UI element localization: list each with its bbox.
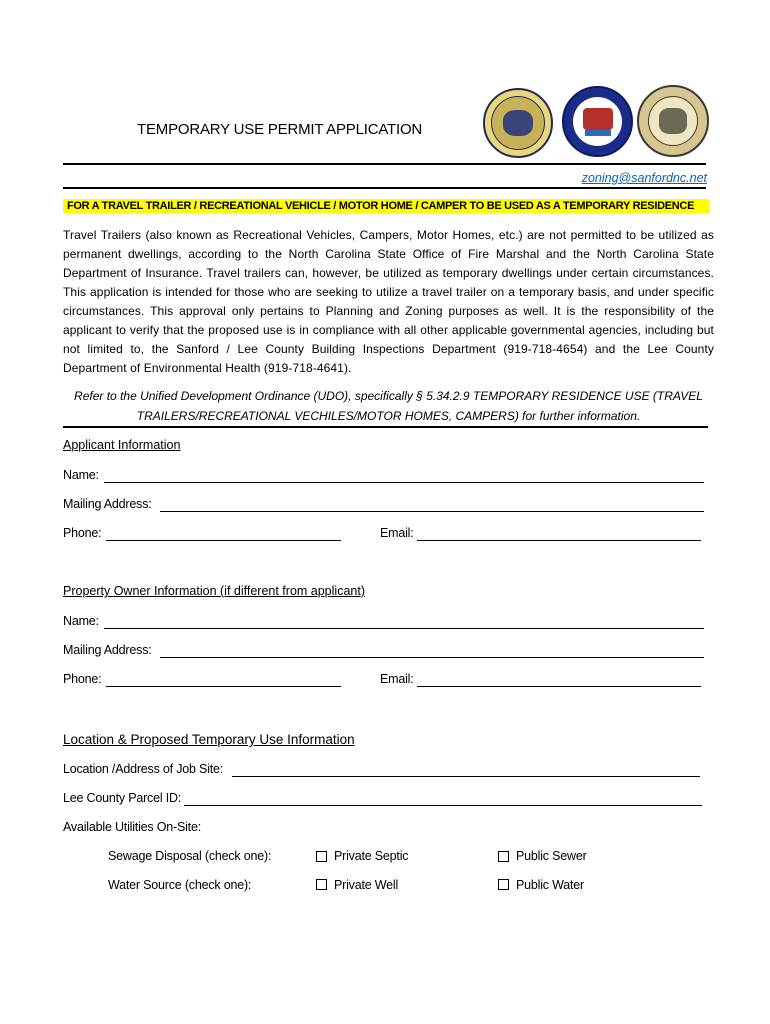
udo-reference-note: Refer to the Unified Development Ordinance (UDO), specifically § 5.34.2.9 TEMPORARY RESIDENCE USE (TRAVEL TRAILERS/RECREATIONAL VECHILES/MOTOR HOMES, CAMPERS) for further information. [74, 389, 703, 423]
sanford-seal [483, 88, 553, 158]
owner-name-field[interactable] [104, 628, 704, 629]
parcel-id-field[interactable] [184, 805, 702, 806]
private-septic-label: Private Septic [334, 849, 409, 863]
zoning-email-link[interactable]: zoning@sanfordnc.net [581, 171, 707, 185]
public-sewer-label: Public Sewer [516, 849, 587, 863]
lee-county-seal [562, 86, 633, 157]
job-site-address-label: Location /Address of Job Site: [63, 762, 224, 776]
location-heading: Location & Proposed Temporary Use Information [63, 732, 355, 747]
water-source-label: Water Source (check one): [108, 878, 252, 892]
intro-paragraph: Travel Trailers (also known as Recreational Vehicles, Campers, Motor Homes, etc.) are not permitted to be utilized as permanent dwellings, according to the North Carolina State Office of Fire Marshal and the North Carolina State Department of Insurance. Travel trailers can, however, be utilized as temporary dwellings under certain circumstances. This application is intended for those who are seeking to utilize a travel trailer on a temporary basis, and under specific circumstances. This approval only pertains to Planning and Zoning purposes as well. It is the responsibility of the applicant to verify that the proposed use is in compliance with all other applicable governmental agencies, including but not limited to, the Sanford / Lee County Building Inspections Department (919-718-4654) and the Lee County Department of Environmental Health (919-718-4641). [63, 228, 714, 375]
owner-heading: Property Owner Information (if different from applicant) [63, 584, 365, 598]
header-rule-top [63, 163, 706, 165]
utilities-label: Available Utilities On-Site: [63, 820, 201, 834]
public-water-checkbox[interactable] [498, 879, 509, 890]
owner-phone-field[interactable] [106, 686, 341, 687]
applicant-heading: Applicant Information [63, 438, 181, 452]
header-rule-bottom [63, 187, 706, 189]
public-sewer-checkbox[interactable] [498, 851, 509, 862]
applicant-mailing-label: Mailing Address: [63, 497, 152, 511]
sewage-label: Sewage Disposal (check one): [108, 849, 272, 863]
applicant-phone-label: Phone: [63, 526, 102, 540]
applicant-name-field[interactable] [104, 482, 704, 483]
applicant-email-label: Email: [380, 526, 414, 540]
owner-phone-label: Phone: [63, 672, 102, 686]
owner-email-field[interactable] [417, 686, 701, 687]
owner-email-label: Email: [380, 672, 414, 686]
private-septic-checkbox[interactable] [316, 851, 327, 862]
applicant-mailing-field[interactable] [160, 511, 704, 512]
private-well-label: Private Well [334, 878, 399, 892]
banner-heading: FOR A TRAVEL TRAILER / RECREATIONAL VEHICLE / MOTOR HOME / CAMPER TO BE USED AS A TEMPORARY RESIDENCE [63, 199, 709, 213]
owner-mailing-field[interactable] [160, 657, 704, 658]
page-title: TEMPORARY USE PERMIT APPLICATION [137, 121, 423, 138]
applicant-email-field[interactable] [417, 540, 701, 541]
job-site-address-field[interactable] [232, 776, 700, 777]
owner-mailing-label: Mailing Address: [63, 643, 152, 657]
refer-rule [63, 426, 708, 428]
owner-name-label: Name: [63, 614, 99, 628]
applicant-name-label: Name: [63, 468, 99, 482]
applicant-phone-field[interactable] [106, 540, 341, 541]
public-water-label: Public Water [516, 878, 584, 892]
private-well-checkbox[interactable] [316, 879, 327, 890]
broadway-seal [637, 85, 709, 157]
parcel-id-label: Lee County Parcel ID: [63, 791, 182, 805]
